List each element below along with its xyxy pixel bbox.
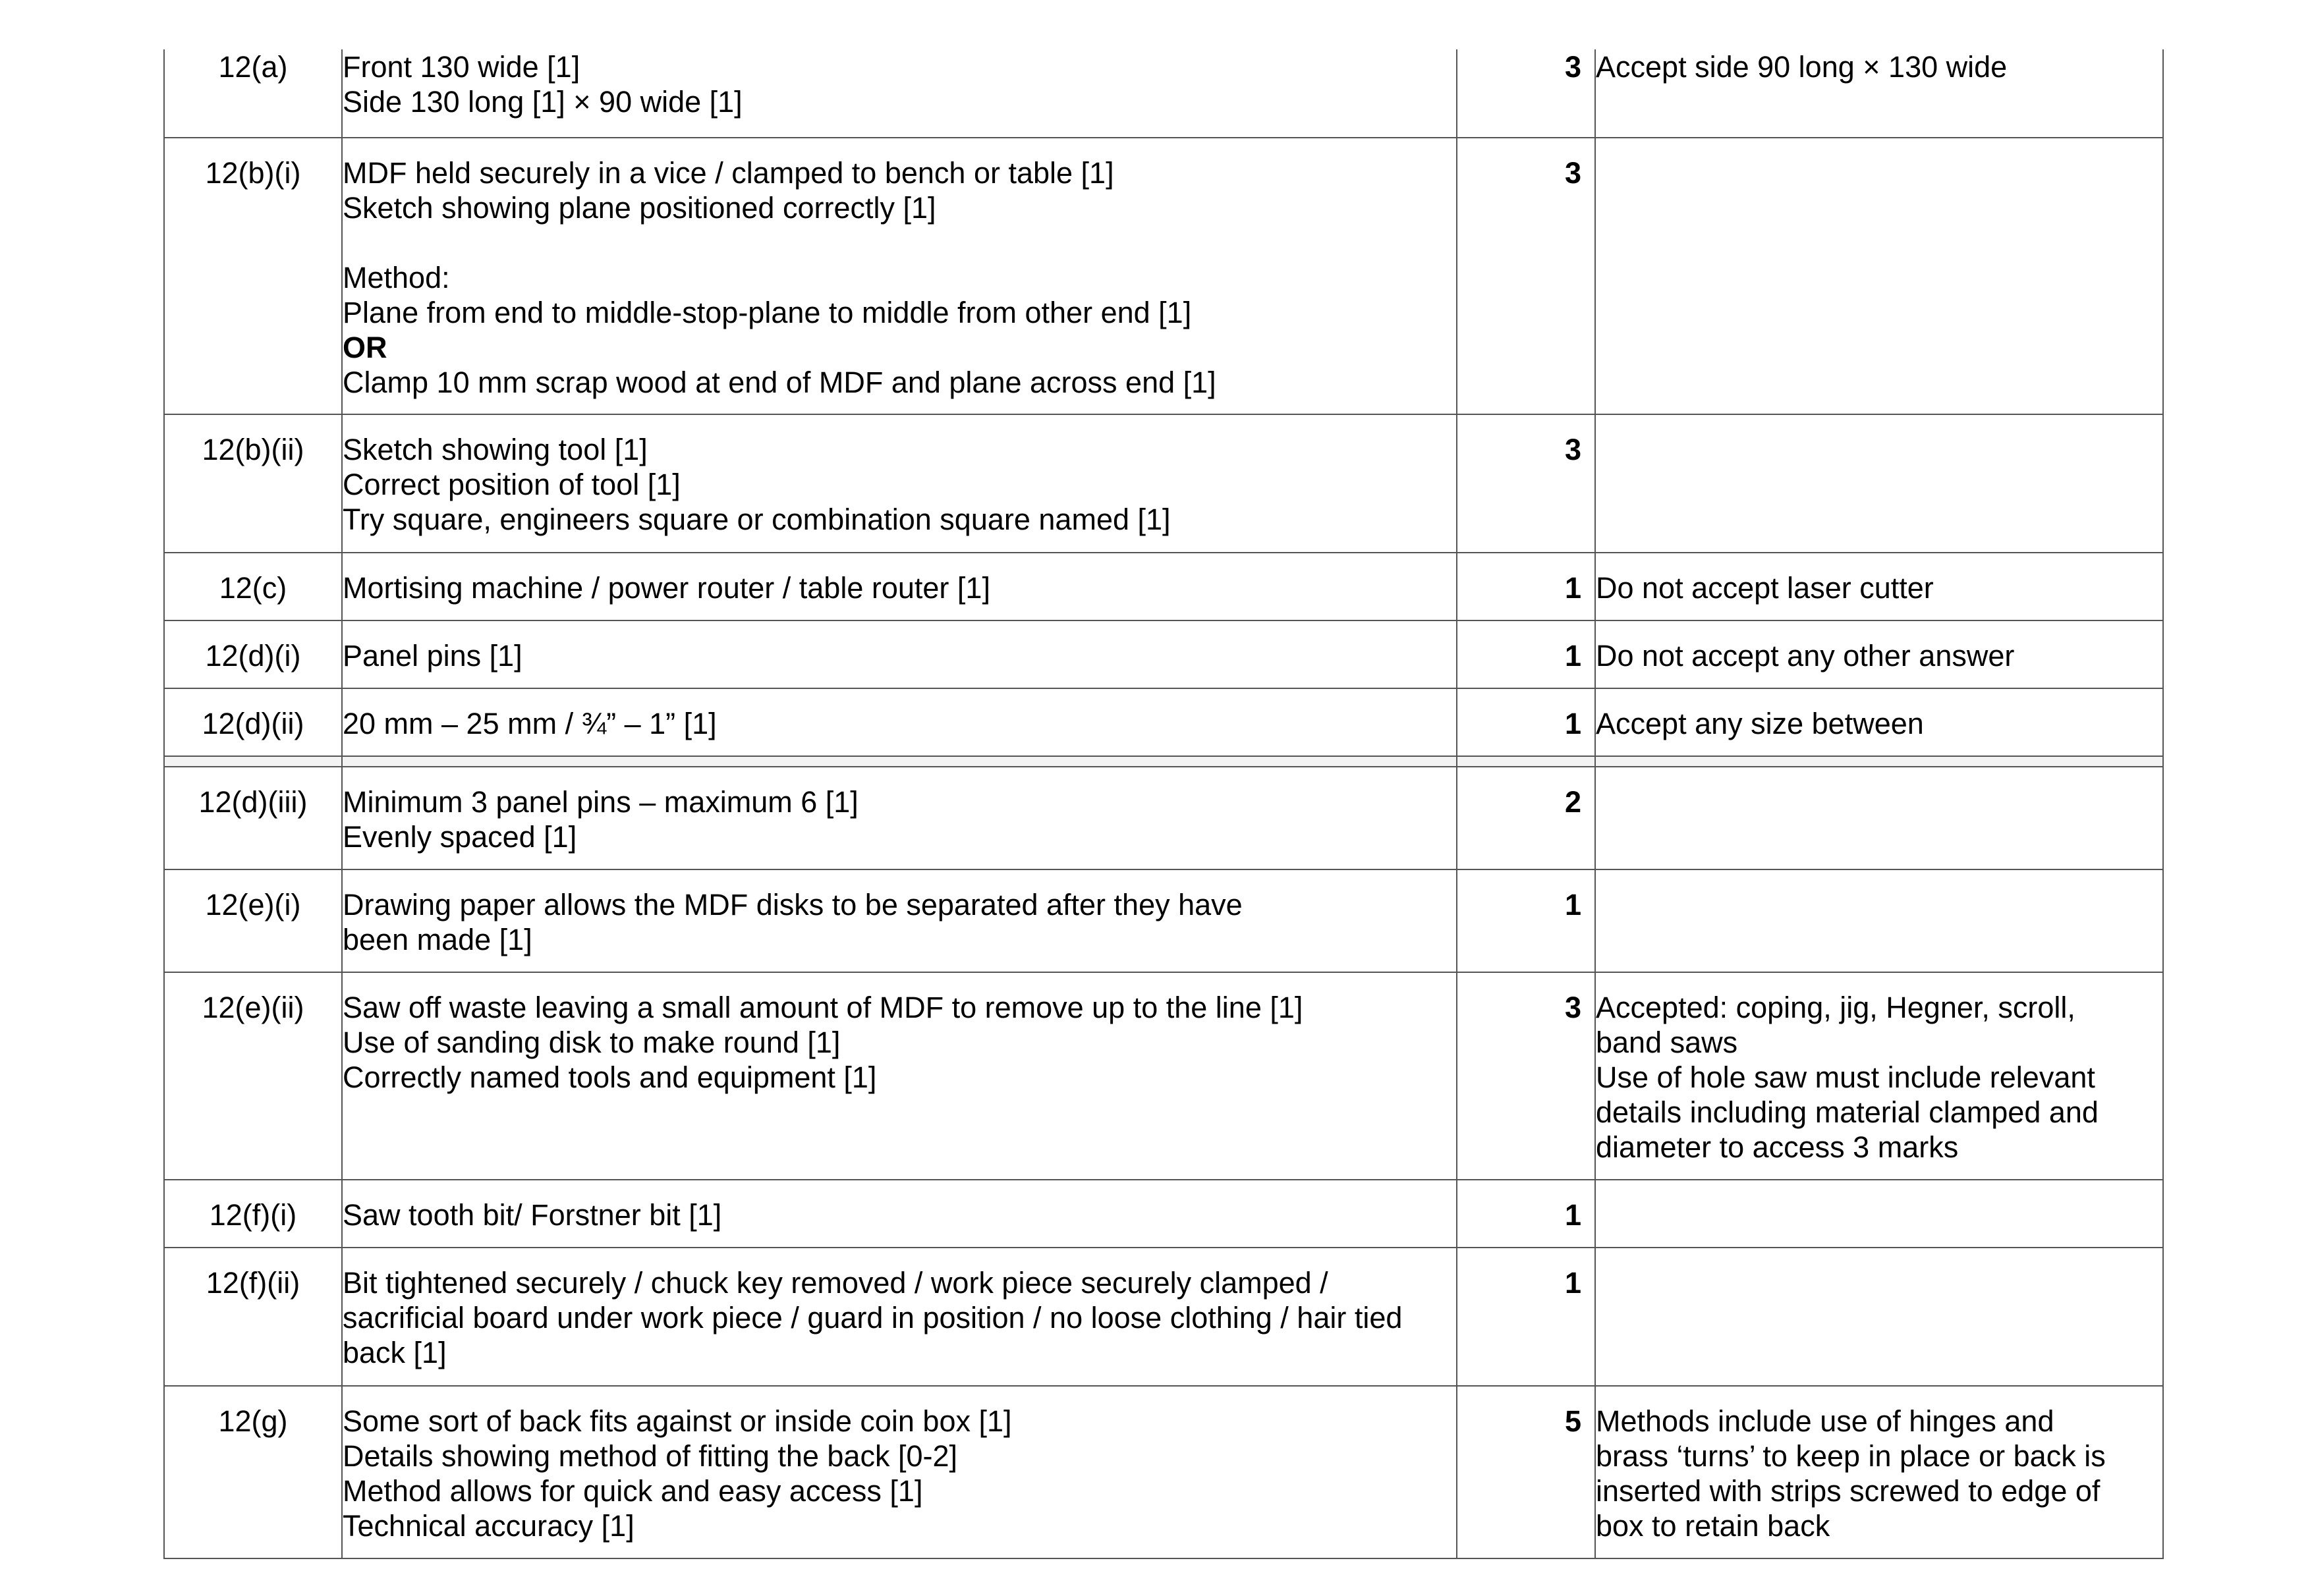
table-row <box>164 688 2163 756</box>
mark-scheme-sheet <box>163 49 2162 1559</box>
guidance-cell <box>1595 1386 2163 1558</box>
marks-cell: 1 <box>1457 620 1595 688</box>
question-number: 12(d)(i) <box>164 620 342 688</box>
guidance-line: Use of hole saw must include relevant <box>1596 1060 2095 1094</box>
answer-line: Try square, engineers square or combination square named [1] <box>343 503 1171 536</box>
guidance-cell <box>1595 767 2163 869</box>
answer-line: Technical accuracy [1] <box>343 1509 634 1543</box>
answer-cell <box>342 869 1457 972</box>
guidance-cell <box>1595 620 2163 688</box>
marks-cell: 3 <box>1457 49 1595 138</box>
guidance-line: details including material clamped and <box>1596 1095 2099 1129</box>
question-number: 12(a) <box>164 49 342 138</box>
table-row <box>164 1180 2163 1248</box>
answer-line: Saw tooth bit/ Forstner bit [1] <box>343 1198 722 1232</box>
divider-cell <box>164 756 342 767</box>
guidance-cell <box>1595 1180 2163 1248</box>
answer-line: 20 mm – 25 mm / ¾” – 1” [1] <box>343 707 717 740</box>
answer-line: Panel pins [1] <box>343 639 522 673</box>
guidance-cell <box>1595 553 2163 620</box>
guidance-cell <box>1595 414 2163 553</box>
guidance-line: box to retain back <box>1596 1509 1830 1543</box>
answer-line: Minimum 3 panel pins – maximum 6 [1] <box>343 785 859 819</box>
marks-cell: 1 <box>1457 1180 1595 1248</box>
answer-cell <box>342 1180 1457 1248</box>
question-number: 12(g) <box>164 1386 342 1558</box>
answer-line: Some sort of back fits against or inside coin box [1] <box>343 1404 1012 1438</box>
question-number: 12(e)(ii) <box>164 972 342 1180</box>
marks-cell: 3 <box>1457 138 1595 414</box>
answer-cell <box>342 49 1457 138</box>
answer-line: Front 130 wide [1] <box>343 50 580 84</box>
answer-line: Correct position of tool [1] <box>343 468 681 501</box>
table-row <box>164 972 2163 1180</box>
guidance-cell <box>1595 138 2163 414</box>
guidance-cell <box>1595 688 2163 756</box>
answer-spacer <box>343 225 1456 260</box>
answer-line: been made [1] <box>343 923 532 956</box>
answer-cell <box>342 414 1457 553</box>
table-row <box>164 1248 2163 1386</box>
question-number: 12(d)(ii) <box>164 688 342 756</box>
answer-line: Sketch showing tool [1] <box>343 433 648 466</box>
guidance-line: Methods include use of hinges and <box>1596 1404 2054 1438</box>
answer-or-label: OR <box>343 331 387 364</box>
guidance-line: Accept side 90 long × 130 wide <box>1596 50 2008 84</box>
answer-cell <box>342 1386 1457 1558</box>
divider-cell <box>342 756 1457 767</box>
answer-line: Method allows for quick and easy access [1] <box>343 1474 923 1508</box>
answer-line: Clamp 10 mm scrap wood at end of MDF and plane across end [1] <box>343 366 1216 399</box>
marks-cell: 1 <box>1457 1248 1595 1386</box>
answer-line: sacrificial board under work piece / guard in position / no loose clothing / hair tied <box>343 1301 1403 1335</box>
answer-line: Sketch showing plane positioned correctly [1] <box>343 191 936 225</box>
guidance-cell <box>1595 49 2163 138</box>
answer-line: Bit tightened securely / chuck key removed / work piece securely clamped / <box>343 1266 1328 1300</box>
question-number: 12(c) <box>164 553 342 620</box>
question-number: 12(b)(i) <box>164 138 342 414</box>
answer-cell <box>342 620 1457 688</box>
marks-cell: 3 <box>1457 414 1595 553</box>
guidance-line: inserted with strips screwed to edge of <box>1596 1474 2101 1508</box>
table-row <box>164 767 2163 869</box>
table-row <box>164 1386 2163 1558</box>
marks-cell: 1 <box>1457 688 1595 756</box>
table-row <box>164 49 2163 138</box>
answer-line: Drawing paper allows the MDF disks to be separated after they have <box>343 888 1243 922</box>
guidance-line: diameter to access 3 marks <box>1596 1130 1959 1164</box>
answer-cell <box>342 553 1457 620</box>
guidance-line: Accept any size between <box>1596 707 1924 740</box>
table-row <box>164 620 2163 688</box>
answer-line: Details showing method of fitting the back [0-2] <box>343 1439 958 1473</box>
question-number: 12(b)(ii) <box>164 414 342 553</box>
table-row <box>164 553 2163 620</box>
guidance-cell <box>1595 1248 2163 1386</box>
answer-line: Evenly spaced [1] <box>343 820 577 854</box>
answer-line: Use of sanding disk to make round [1] <box>343 1026 841 1059</box>
answer-line: Correctly named tools and equipment [1] <box>343 1060 877 1094</box>
answer-line: MDF held securely in a vice / clamped to bench or table [1] <box>343 156 1114 190</box>
guidance-line: brass ‘turns’ to keep in place or back is <box>1596 1439 2106 1473</box>
guidance-line: Do not accept any other answer <box>1596 639 2015 673</box>
answer-cell <box>342 1248 1457 1386</box>
question-number: 12(f)(i) <box>164 1180 342 1248</box>
divider-cell <box>1595 756 2163 767</box>
mark-scheme-table <box>163 49 2164 1559</box>
answer-line: Plane from end to middle-stop-plane to middle from other end [1] <box>343 296 1192 329</box>
page-split-divider <box>164 756 2163 767</box>
table-row <box>164 138 2163 414</box>
answer-line: Saw off waste leaving a small amount of MDF to remove up to the line [1] <box>343 991 1303 1024</box>
guidance-line: band saws <box>1596 1026 1738 1059</box>
guidance-line: Accepted: coping, jig, Hegner, scroll, <box>1596 991 2075 1024</box>
marks-cell: 1 <box>1457 553 1595 620</box>
answer-line: back [1] <box>343 1336 447 1369</box>
question-number: 12(f)(ii) <box>164 1248 342 1386</box>
answer-cell <box>342 767 1457 869</box>
guidance-line: Do not accept laser cutter <box>1596 571 1934 605</box>
answer-cell <box>342 688 1457 756</box>
answer-line: Side 130 long [1] × 90 wide [1] <box>343 85 743 119</box>
marks-cell: 5 <box>1457 1386 1595 1558</box>
guidance-cell <box>1595 972 2163 1180</box>
answer-line: Method: <box>343 261 450 294</box>
table-row <box>164 414 2163 553</box>
answer-cell <box>342 138 1457 414</box>
divider-cell <box>1457 756 1595 767</box>
table-row <box>164 869 2163 972</box>
answer-line: Mortising machine / power router / table router [1] <box>343 571 990 605</box>
answer-cell <box>342 972 1457 1180</box>
marks-cell: 1 <box>1457 869 1595 972</box>
question-number: 12(d)(iii) <box>164 767 342 869</box>
guidance-cell <box>1595 869 2163 972</box>
marks-cell: 3 <box>1457 972 1595 1180</box>
question-number: 12(e)(i) <box>164 869 342 972</box>
marks-cell: 2 <box>1457 767 1595 869</box>
